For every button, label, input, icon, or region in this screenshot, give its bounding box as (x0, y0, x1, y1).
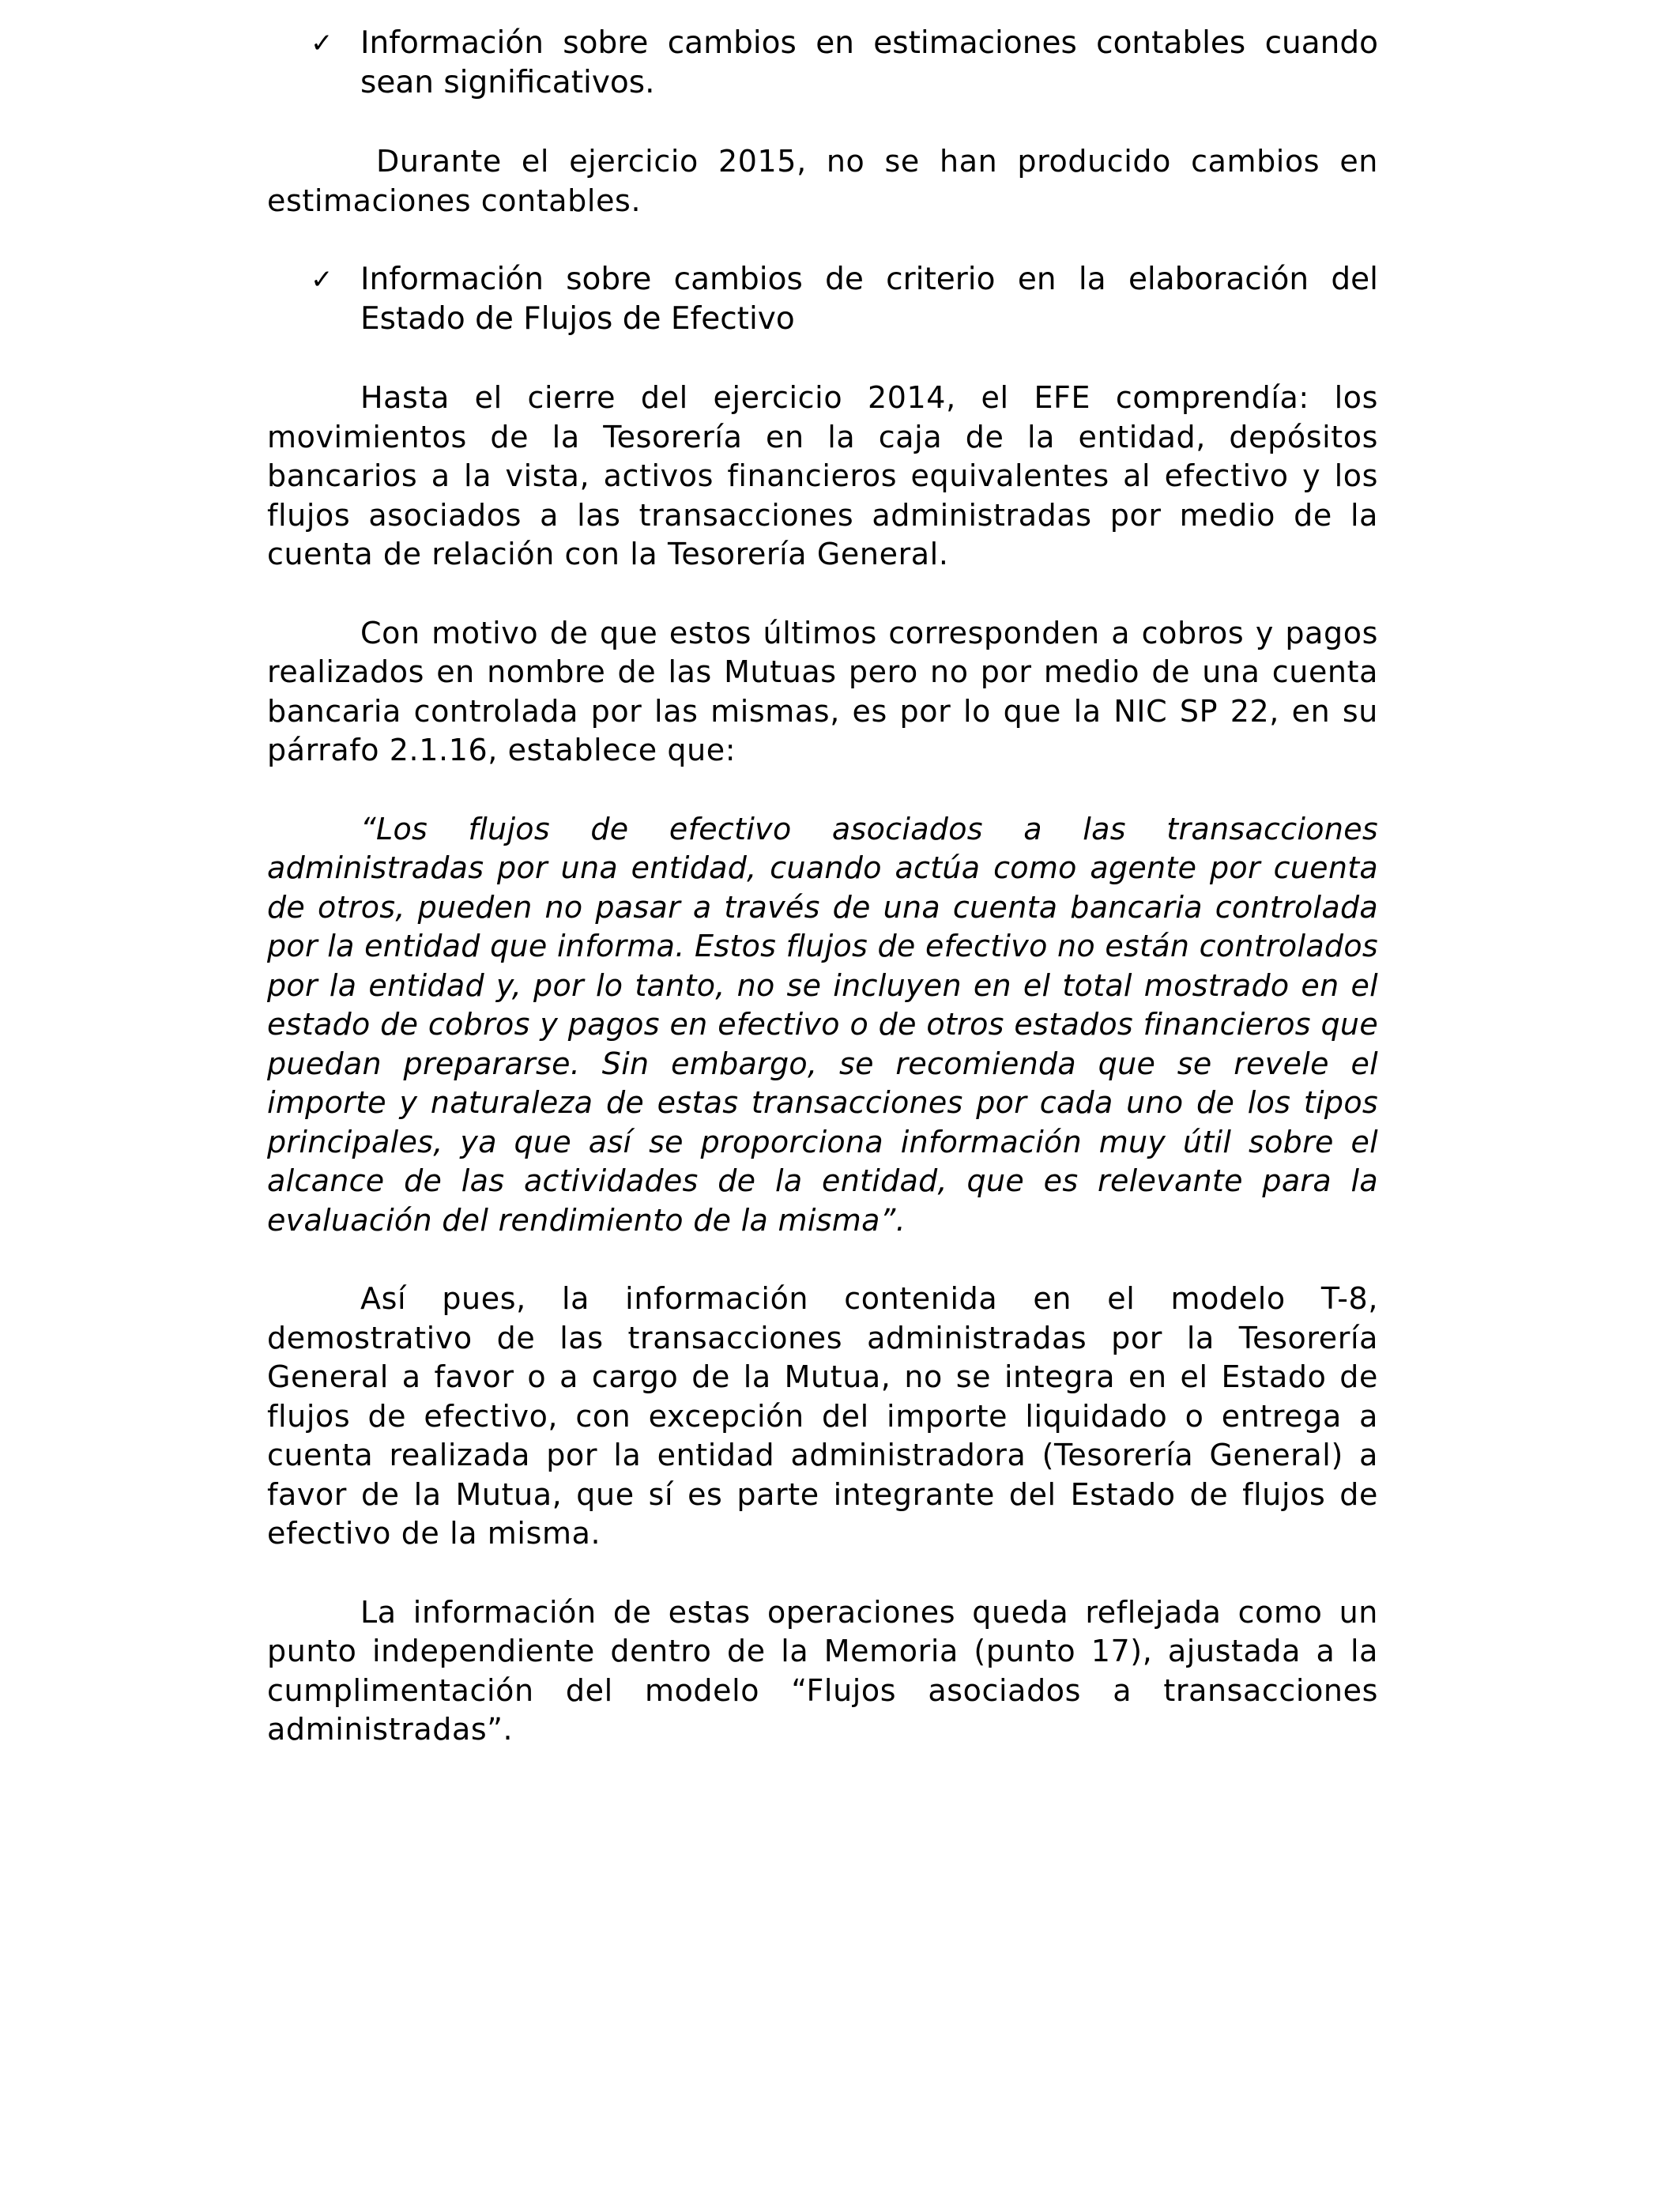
section-heading-estimaciones (267, 24, 1378, 103)
section-heading-text: Información sobre cambios de criterio en la elaboración del Estado de Flujos de Efectivo (360, 262, 1378, 337)
checkmark-icon: ✓ (311, 28, 333, 59)
quote-nic-sp-22: “Los flujos de efectivo asociados a las transacciones administradas por una entidad, cuando actúa como agente por cuenta de otros, pueden no pasar a través de una cuenta bancaria controlada por la entidad que informa. Estos flujos de efectivo no están controlados por la entidad y, por lo tanto, no se incluyen en el total mostrado en el estado de cobros y pagos en efectivo o de otros estados financieros que puedan prepararse. Sin embargo, se recomienda que se revele el importe y naturaleza de estas transacciones por cada uno de los tipos principales, ya que así se proporciona información muy útil sobre el alcance de las actividades de la entidad, que es relevante para la evaluación del rendimiento de la misma”. (267, 811, 1378, 1238)
section-heading-text: Información sobre cambios en estimaciones contables cuando sean significativos. (360, 25, 1378, 100)
paragraph-efe-2014: Hasta el cierre del ejercicio 2014, el EFE comprendía: los movimientos de la Tesorería en la caja de la entidad, depósitos bancarios a la vista, activos financieros equivalentes al efectivo y los flujos asociados a las transacciones administradas por medio de la cuenta de relación con la Tesorería General. (267, 380, 1378, 571)
paragraph-nic-sp-22: Con motivo de que estos últimos corresponden a cobros y pagos realizados en nombre de las Mutuas pero no por medio de una cuenta bancaria controlada por las mismas, es por lo que la NIC SP 22, en su párrafo 2.1.16, establece que: (267, 615, 1378, 767)
paragraph-estimaciones: Durante el ejercicio 2015, no se han producido cambios en estimaciones contables. (267, 144, 1378, 218)
paragraph-memoria-punto-17: La información de estas operaciones queda reflejada como un punto independiente dentro de la Memoria (punto 17), ajustada a la cumplimentación del modelo “Flujos asociados a transacciones administradas”. (267, 1594, 1378, 1747)
checkmark-icon: ✓ (311, 264, 333, 296)
document-body (267, 24, 1378, 1789)
section-heading-flujos (267, 260, 1378, 339)
paragraph-modelo-t8: Así pues, la información contenida en el modelo T-8, demostrativo de las transacciones administradas por la Tesorería General a favor o a cargo de la Mutua, no se integra en el Estado de flujos de efectivo, con excepción del importe liquidado o entrega a cuenta realizada por la entidad administradora (Tesorería General) a favor de la Mutua, que sí es parte integrante del Estado de flujos de efectivo de la misma. (267, 1281, 1378, 1551)
